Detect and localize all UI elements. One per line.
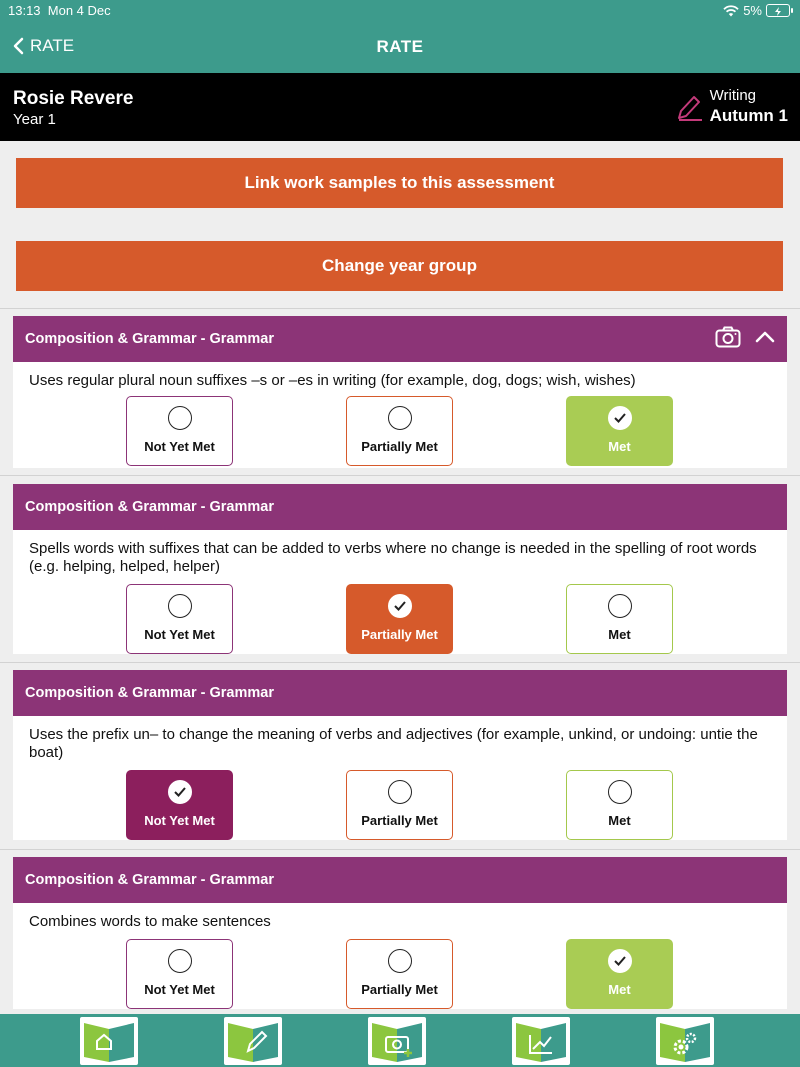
rating-options (13, 939, 787, 1011)
rating-options (13, 770, 787, 842)
met-option[interactable] (566, 770, 673, 840)
card-header (13, 484, 787, 530)
back-label: RATE (30, 36, 75, 55)
radio-icon (168, 949, 192, 973)
page-title: RATE (376, 37, 424, 56)
status-time: 13:13 (8, 3, 41, 18)
checkmark-icon (168, 780, 192, 804)
tab-bar (0, 1014, 800, 1067)
status-bar (0, 0, 800, 22)
card-category: Composition & Grammar - Grammar (25, 872, 274, 888)
radio-icon (388, 780, 412, 804)
student-name: Rosie Revere (13, 88, 134, 109)
option-label: Not Yet Met (144, 627, 215, 642)
checkmark-icon (388, 594, 412, 618)
card-header (13, 857, 787, 903)
radio-icon (388, 406, 412, 430)
partially-met-option[interactable] (346, 939, 453, 1009)
status-date: Mon 4 Dec (47, 3, 111, 18)
assessment-card (13, 484, 787, 654)
option-label: Not Yet Met (144, 813, 215, 828)
radio-icon (168, 406, 192, 430)
nav-bar (0, 22, 800, 73)
assessment-card (13, 670, 787, 840)
status-right (723, 3, 790, 18)
card-header (13, 670, 787, 716)
divider (0, 849, 800, 850)
not-yet-met-option[interactable] (126, 770, 233, 840)
radio-icon (388, 949, 412, 973)
option-label: Met (608, 813, 631, 828)
checkmark-icon (608, 406, 632, 430)
card-tools (715, 326, 775, 348)
divider (0, 475, 800, 476)
partially-met-option[interactable] (346, 584, 453, 654)
divider (0, 662, 800, 663)
option-label: Partially Met (361, 627, 438, 642)
option-label: Met (608, 982, 631, 997)
option-label: Not Yet Met (144, 982, 215, 997)
not-yet-met-option[interactable] (126, 939, 233, 1009)
card-statement: Combines words to make sentences (29, 913, 271, 930)
radio-icon (168, 594, 192, 618)
option-label: Partially Met (361, 439, 438, 454)
radio-icon (608, 780, 632, 804)
radio-icon (608, 594, 632, 618)
camera-icon[interactable] (715, 326, 741, 348)
status-datetime (8, 3, 111, 18)
partially-met-option[interactable] (346, 770, 453, 840)
checkmark-icon (608, 949, 632, 973)
subject-label: Writing (709, 87, 757, 104)
student-header (0, 73, 800, 141)
chart-icon[interactable] (512, 1017, 570, 1065)
battery-percent: 5% (743, 3, 762, 18)
home-icon[interactable] (80, 1017, 138, 1065)
pencil-tab-icon[interactable] (224, 1017, 282, 1065)
option-label: Not Yet Met (144, 439, 215, 454)
chevron-up-icon[interactable] (755, 330, 775, 344)
rating-options (13, 584, 787, 656)
divider (0, 308, 800, 309)
pencil-icon (676, 92, 704, 122)
card-category: Composition & Grammar - Grammar (25, 499, 274, 515)
option-label: Partially Met (361, 982, 438, 997)
change-year-group-button[interactable]: Change year group (16, 241, 783, 291)
card-category: Composition & Grammar - Grammar (25, 685, 274, 701)
settings-icon[interactable] (656, 1017, 714, 1065)
assessment-info (710, 87, 788, 126)
rating-options (13, 396, 787, 468)
met-option[interactable] (566, 939, 673, 1009)
option-label: Met (608, 627, 631, 642)
link-work-samples-button[interactable]: Link work samples to this assessment (16, 158, 783, 208)
card-header (13, 316, 787, 362)
card-category: Composition & Grammar - Grammar (25, 331, 274, 347)
option-label: Met (608, 439, 631, 454)
camera-add-icon[interactable] (368, 1017, 426, 1065)
card-statement: Spells words with suffixes that can be added to verbs where no change is needed in the spelling of root words (e.g. helping, helped, helper) (29, 540, 757, 575)
student-year: Year 1 (13, 111, 56, 128)
not-yet-met-option[interactable] (126, 584, 233, 654)
card-statement: Uses the prefix un– to change the meaning of verbs and adjectives (for example, unkind, or undoing: untie the boat) (29, 726, 758, 761)
term-label: Autumn 1 (709, 106, 788, 125)
wifi-icon (723, 5, 739, 17)
partially-met-option[interactable] (346, 396, 453, 466)
not-yet-met-option[interactable] (126, 396, 233, 466)
card-statement: Uses regular plural noun suffixes –s or –es in writing (for example, dog, dogs; wish, wishes) (29, 372, 636, 389)
battery-icon (766, 4, 790, 17)
option-label: Partially Met (361, 813, 438, 828)
met-option[interactable] (566, 396, 673, 466)
assessment-card (13, 316, 787, 468)
assessment-card (13, 857, 787, 1009)
met-option[interactable] (566, 584, 673, 654)
